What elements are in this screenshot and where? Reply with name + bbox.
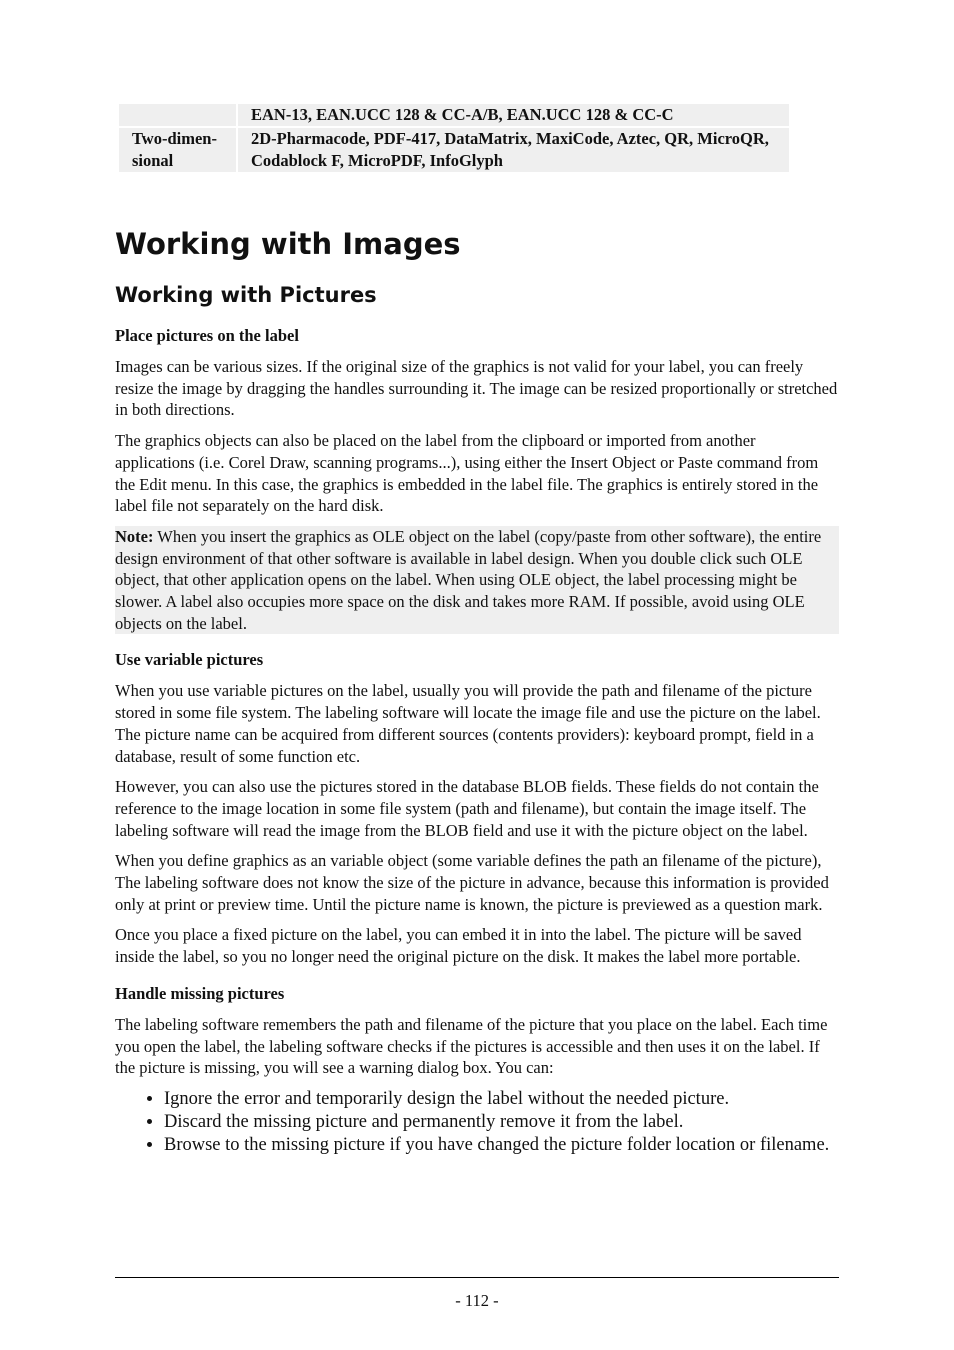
barcode-table xyxy=(117,102,791,174)
paragraph: However, you can also use the pictures stored in the database BLOB fields. These fields do not contain the reference to the image location in some file system (path and filename), but contain the image itself. The labeling software will read the image from the BLOB field and use it with the picture object on the label. xyxy=(115,777,819,840)
paragraph: When you use variable pictures on the label, usually you will provide the path and filename of the picture stored in some file system. The labeling software will locate the image file and use the picture on the label. The picture name can be acquired from different sources (contents providers): keyboard prompt, field in a database, result of some function etc. xyxy=(115,681,821,766)
options-list xyxy=(115,1088,839,1157)
table-cell-types: 2D-Pharmacode, PDF-417, DataMatrix, MaxiCode, Aztec, QR, MicroQR, Codablock F, MicroPDF, InfoGlyph xyxy=(238,128,789,172)
paragraph: Once you place a fixed picture on the label, you can embed it in into the label. The picture will be saved inside the label, so you no longer need the original picture on the disk. It makes the label more portable. xyxy=(115,925,802,967)
document-page xyxy=(115,102,839,1157)
subheading-missing-pictures: Handle missing pictures xyxy=(115,983,285,1003)
table-cell-category: Two-dimen- sional xyxy=(119,128,236,172)
table-cell-category xyxy=(119,104,236,126)
note-label: Note: xyxy=(115,526,154,546)
subheading-place-pictures: Place pictures on the label xyxy=(115,326,299,345)
list-item: • Ignore the error and temporarily design the label without the needed picture. xyxy=(164,1088,839,1111)
paragraph: The graphics objects can also be placed on the label from the clipboard or imported from another applications (i.e. Corel Draw, scanning programs...), using either the Insert Object or Paste command from the Edit menu. In this case, the graphics is embedded in the label file. The graphics is entirely stored in the label file not separately on the hard disk. xyxy=(115,431,819,516)
list-item: • Discard the missing picture and permanently remove it from the label. xyxy=(164,1111,839,1134)
table-row xyxy=(119,128,789,172)
note-text: When you insert the graphics as OLE object on the label (copy/paste from other software), the entire design environment of that other software is available in label design. When you double click such OLE object, that other application opens on the label. When using OLE object, the label processing might be slower. A label also occupies more space on the disk and takes more RAM. If possible, avoid using OLE objects on the label. xyxy=(115,526,822,633)
heading-working-with-pictures: Working with Pictures xyxy=(115,283,377,307)
list-item: • Browse to the missing picture if you have changed the picture folder location or filename. xyxy=(164,1134,839,1157)
paragraph: Images can be various sizes. If the original size of the graphics is not valid for your label, you can freely resize the image by dragging the handles surrounding it. The image can be resized proportionally or stretched in both directions. xyxy=(115,357,838,420)
heading-working-with-images: Working with Images xyxy=(115,227,461,261)
page-number: - 112 - xyxy=(455,1291,499,1310)
footer-divider xyxy=(115,1277,839,1278)
table-cell-types: EAN-13, EAN.UCC 128 & CC-A/B, EAN.UCC 128 & CC-C xyxy=(238,104,789,126)
note-box xyxy=(115,526,839,635)
paragraph: The labeling software remembers the path and filename of the picture that you place on the label. Each time you open the label, the labeling software checks if the pictures is accessible and then uses it on the label. If the picture is missing, you will see a warning dialog box. You can: xyxy=(115,1014,828,1078)
paragraph: When you define graphics as an variable object (some variable defines the path an filename of the picture), The labeling software does not know the size of the picture in advance, because this information is provided only at print or preview time. Until the picture name is known, the picture is previewed as a question mark. xyxy=(115,851,829,914)
table-row xyxy=(119,104,789,126)
subheading-variable-pictures: Use variable pictures xyxy=(115,650,264,670)
